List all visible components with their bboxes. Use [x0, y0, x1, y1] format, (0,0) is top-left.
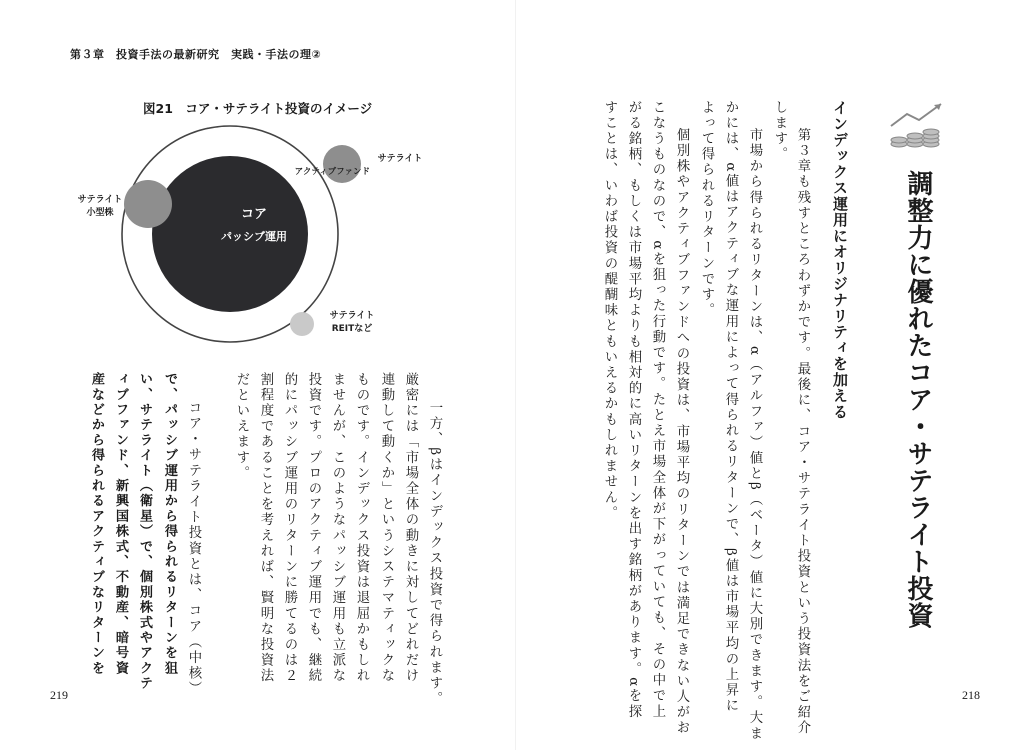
section-subheading: インデックス運用にオリジナリティを加える	[831, 100, 849, 420]
right-text-line-9: すことは、いわば投資の醍醐味ともいえるかもしれません。	[602, 100, 617, 522]
right-text-line-5: よって得られるリターンです。	[699, 100, 714, 319]
page-number-left: 219	[50, 688, 68, 702]
left-text-line-8: 割程度であることを考えれば、賢明な投資法	[258, 372, 273, 684]
right-text-line-7: こなうものなので、αを狙った行動です。たとえ市場全体が下がっていても、その中で上	[650, 100, 665, 720]
right-text-line-8: がる銘柄、もしくは市場平均よりも相対的に高いリターンを出す銘柄があります。αを探	[626, 100, 641, 720]
right-text-line-4: かには、α値はアクティブな運用によって得られるリターンで、β値は市場平均の上昇に	[723, 100, 738, 714]
satellite-top-right-circle	[323, 145, 361, 183]
left-text-line-10: コア・サテライト投資とは、コア（中核）	[186, 385, 201, 697]
right-text-line-3: 市場から得られるリターンは、α（アルファ）値とβ（ベータ）値に大別できます。大ま	[747, 112, 762, 742]
left-text-line-4: ものです。インデックス投資は退屈かもしれ	[354, 372, 369, 684]
core-satellite-diagram	[70, 112, 423, 342]
left-text-line-9: だといえます。	[234, 372, 249, 482]
section-heading: 調整力に優れたコア・サテライト投資	[903, 170, 933, 629]
left-text-line-1: 一方、βはインデックス投資で得られます。	[427, 385, 442, 707]
running-head: 第３章 投資手法の最新研究 実践・手法の理②	[70, 48, 322, 61]
satellite-left-label-1: サテライト	[77, 195, 123, 205]
figure-title: 図21 コア・サテライト投資のイメージ	[143, 101, 373, 116]
satellite-bottom-right-label-2: REITなど	[331, 324, 373, 334]
satellite-bottom-right-circle	[290, 312, 314, 336]
right-text-line-2: します。	[772, 100, 787, 163]
left-text-line-11: で、パッシブ運用から得られるリターンを狙	[162, 372, 177, 676]
left-text-line-3: 連動して動くか」というシステマティックな	[379, 372, 394, 684]
page-number-right: 218	[962, 688, 980, 702]
satellite-left-label-2: 小型株	[86, 208, 114, 218]
left-text-line-13: ィブファンド、新興国株式、不動産、暗号資	[113, 372, 128, 676]
left-text-line-7: 的にパッシブ運用のリターンに勝てるのは２	[282, 372, 297, 684]
left-text-line-5: ませんが、このようなパッシブ運用も立派な	[330, 372, 345, 684]
satellite-top-right-label-1: サテライト	[377, 154, 423, 164]
coins-rising-chart-icon	[887, 100, 949, 150]
core-subtitle: パッシブ運用	[221, 230, 287, 243]
satellite-left-circle	[124, 180, 172, 228]
satellite-bottom-right-label-1: サテライト	[329, 311, 375, 321]
left-text-line-14: 産などから得られるアクティブなリターンを	[89, 372, 104, 676]
right-text-line-6: 個別株やアクティブファンドへの投資は、市場平均のリターンでは満足できない人がお	[674, 112, 689, 736]
left-text-line-2: 厳密には「市場全体の動きに対してどれだけ	[403, 372, 418, 684]
page-gutter	[515, 0, 516, 750]
right-text-line-1: 第３章も残すところわずかです。最後に、コア・サテライト投資という投資法をご紹介	[795, 112, 810, 736]
left-text-line-6: 投資です。プロのアクティブ運用でも、継続	[306, 372, 321, 684]
left-text-line-12: い、サテライト（衛星）で、個別株式やアクテ	[137, 372, 152, 692]
satellite-top-right-label-2: アクティブファンド	[294, 167, 370, 177]
core-title: コア	[240, 207, 268, 222]
